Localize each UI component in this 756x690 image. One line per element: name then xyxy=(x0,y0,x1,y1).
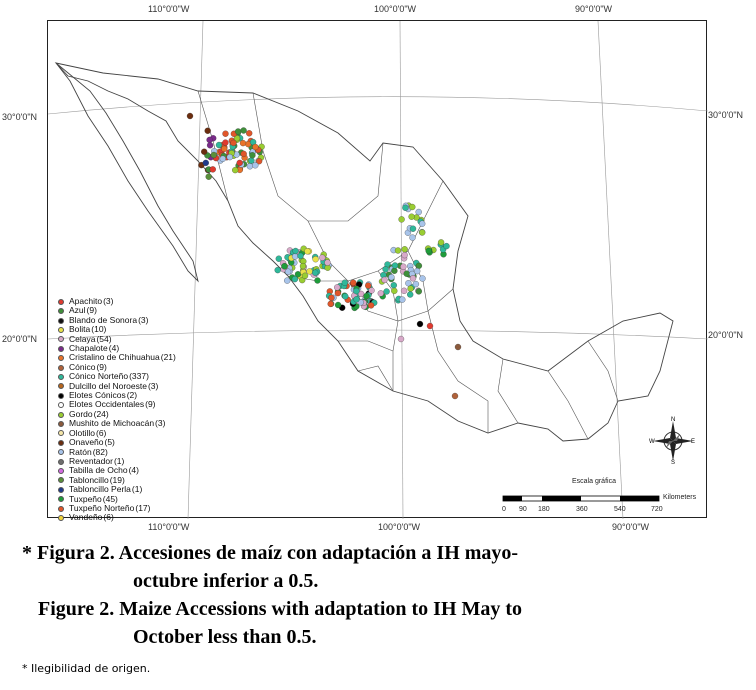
left-lat-label: 20°0'0"N xyxy=(2,334,38,344)
legend-swatch xyxy=(58,412,64,418)
accession-point xyxy=(275,267,281,273)
compass-w: W xyxy=(649,439,655,445)
accession-point xyxy=(350,280,356,286)
accession-point xyxy=(249,152,255,158)
legend-item xyxy=(58,513,176,522)
legend-label: Gordo xyxy=(69,408,93,419)
legend-count: (1) xyxy=(113,455,125,466)
accession-point xyxy=(444,243,450,249)
accession-point xyxy=(409,204,415,210)
legend-count: (9) xyxy=(96,361,107,372)
footnote: * Ilegibilidad de origen. xyxy=(22,662,151,675)
legend-count: (82) xyxy=(92,446,108,457)
accession-point xyxy=(216,142,222,148)
compass-s: S xyxy=(671,460,676,466)
legend-label: Cónico xyxy=(69,361,96,372)
legend-swatch xyxy=(58,355,64,361)
bottom-lon-label: 90°0'0"W xyxy=(612,522,650,532)
legend-label: Elotes Cónicos xyxy=(69,390,126,401)
legend-count: (4) xyxy=(128,465,139,476)
legend-count: (2) xyxy=(126,390,138,401)
legend-swatch xyxy=(58,459,64,465)
accession-point xyxy=(410,226,416,232)
accession-point xyxy=(378,290,384,296)
accession-point xyxy=(414,268,420,274)
accession-point xyxy=(400,264,406,270)
accession-point xyxy=(391,282,397,288)
legend-label: Tuxpeño xyxy=(69,493,102,504)
legend-count: (337) xyxy=(129,371,149,382)
legend-label: Onaveño xyxy=(69,437,104,448)
graticule-line xyxy=(598,21,623,519)
accession-point xyxy=(419,221,425,227)
legend-label: Chapalote xyxy=(69,343,108,354)
accession-point xyxy=(292,254,298,260)
accession-point xyxy=(292,276,298,282)
accession-point xyxy=(315,278,321,284)
graticule-line xyxy=(48,97,708,114)
accession-point xyxy=(232,167,238,173)
map-legend xyxy=(58,297,176,523)
accession-point xyxy=(383,266,389,272)
accession-point xyxy=(410,275,416,281)
scale-tick: 720 xyxy=(651,506,663,513)
accession-point xyxy=(413,281,419,287)
accession-point xyxy=(248,158,254,164)
accession-point xyxy=(391,288,397,294)
legend-label: Apachito xyxy=(69,296,103,306)
accession-point xyxy=(416,263,422,269)
legend-label: Tabloncillo xyxy=(69,474,109,485)
top-lon-label: 110°0'0"W xyxy=(148,4,190,14)
bottom-lon-label: 110°0'0"W xyxy=(148,522,190,532)
accession-point xyxy=(328,301,334,307)
accession-point xyxy=(252,162,258,168)
accession-point xyxy=(334,284,340,290)
legend-count: (19) xyxy=(109,474,125,485)
legend-count: (1) xyxy=(131,484,143,495)
accession-point xyxy=(402,205,408,211)
caption-en-line2: October less than 0.5. xyxy=(133,626,317,648)
accession-point xyxy=(210,166,216,172)
legend-label: Ratón xyxy=(69,446,92,457)
legend-count: (4) xyxy=(108,343,120,354)
accession-point xyxy=(281,263,287,269)
legend-label: Blando de Sonora xyxy=(69,314,138,325)
right-lat-label: 30°0'0"N xyxy=(708,110,744,120)
accession-point xyxy=(368,302,374,308)
accession-point xyxy=(391,268,397,274)
accession-point xyxy=(302,273,308,279)
accession-point xyxy=(246,130,252,136)
accession-point xyxy=(364,293,370,299)
accession-point xyxy=(203,160,209,166)
legend-label: Tabloncillo Perla xyxy=(69,484,131,495)
legend-count: (24) xyxy=(93,408,109,419)
accession-point xyxy=(416,209,422,215)
accession-point xyxy=(221,146,227,152)
scale-tick: 0 xyxy=(502,506,506,513)
accession-point xyxy=(419,230,425,236)
accession-point xyxy=(211,152,217,158)
legend-label: Bolita xyxy=(69,324,91,335)
legend-swatch xyxy=(58,515,64,521)
scale-unit: Kilometers xyxy=(663,494,697,501)
accession-point xyxy=(401,288,407,294)
accession-point xyxy=(223,131,229,137)
accession-point xyxy=(222,140,228,146)
accession-point xyxy=(399,297,405,303)
legend-swatch xyxy=(58,449,64,455)
accession-point xyxy=(247,163,253,169)
accession-point xyxy=(284,278,290,284)
legend-swatch xyxy=(58,346,64,352)
accession-point xyxy=(417,321,423,327)
accession-point xyxy=(455,344,461,350)
legend-swatch xyxy=(58,318,64,324)
accession-point xyxy=(207,142,213,148)
legend-swatch xyxy=(58,393,64,399)
legend-count: (5) xyxy=(104,437,115,448)
legend-swatch xyxy=(58,308,64,314)
legend-swatch xyxy=(58,430,64,436)
accession-point xyxy=(392,263,398,269)
scale-bar xyxy=(503,495,659,503)
accession-point xyxy=(220,156,226,162)
legend-label: Tabilla de Ocho xyxy=(69,465,128,476)
scale-tick: 90 xyxy=(519,506,527,513)
left-lat-label: 30°0'0"N xyxy=(2,112,38,122)
accession-point xyxy=(426,248,432,254)
legend-label: Cristalino de Chihuahua xyxy=(69,352,160,363)
accession-point xyxy=(241,151,247,157)
legend-label: Mushito de Michoacán xyxy=(69,418,155,429)
accession-points xyxy=(187,113,461,399)
compass-n: N xyxy=(671,417,676,423)
legend-swatch xyxy=(58,327,64,333)
accession-point xyxy=(227,154,233,160)
legend-swatch xyxy=(58,402,64,408)
accession-point xyxy=(335,302,341,308)
legend-swatch xyxy=(58,496,64,502)
accession-point xyxy=(365,283,371,289)
accession-point xyxy=(416,288,422,294)
accession-point xyxy=(241,128,247,134)
legend-label: Azul xyxy=(69,305,86,316)
accession-point xyxy=(313,256,319,262)
legend-swatch xyxy=(58,487,64,493)
accession-point xyxy=(354,296,360,302)
accession-point xyxy=(319,255,325,261)
legend-swatch xyxy=(58,365,64,371)
accession-point xyxy=(353,288,359,294)
accession-point xyxy=(388,274,394,280)
legend-count: (6) xyxy=(103,512,114,523)
accession-point xyxy=(399,216,405,222)
caption-en-line1: Figure 2. Maize Accessions with adaptation to IH May to xyxy=(38,598,523,620)
accession-point xyxy=(231,140,237,146)
legend-label: Vandeño xyxy=(69,512,103,523)
scale-tick: 180 xyxy=(538,506,550,513)
accession-point xyxy=(187,113,193,119)
legend-swatch xyxy=(58,477,64,483)
accession-point xyxy=(201,149,207,155)
legend-count: (9) xyxy=(145,399,156,410)
accession-point xyxy=(205,128,211,134)
accession-point xyxy=(438,239,444,245)
accession-point xyxy=(410,235,416,241)
compass-e: E xyxy=(691,439,696,445)
legend-swatch xyxy=(58,421,64,427)
accession-point xyxy=(285,269,291,275)
legend-label: Elotes Occidentales xyxy=(69,399,145,410)
accession-point xyxy=(420,276,426,282)
accession-point xyxy=(409,214,415,220)
legend-count: (6) xyxy=(95,427,107,438)
legend-swatch xyxy=(58,374,64,380)
accession-point xyxy=(293,248,299,254)
legend-label: Celaya xyxy=(69,333,96,344)
accession-point xyxy=(342,293,348,299)
accession-point xyxy=(342,280,348,286)
accession-point xyxy=(402,246,408,252)
accession-point xyxy=(427,323,433,329)
accession-point xyxy=(252,144,258,150)
legend-swatch xyxy=(58,336,64,342)
legend-count: (3) xyxy=(155,418,166,429)
bottom-lon-label: 100°0'0"W xyxy=(378,522,421,532)
scale-tick: 360 xyxy=(576,506,588,513)
legend-count: (45) xyxy=(102,493,118,504)
legend-swatch xyxy=(58,468,64,474)
legend-count: (17) xyxy=(135,502,151,513)
legend-label: Dulcillo del Noroeste xyxy=(69,380,147,391)
accession-point xyxy=(312,270,318,276)
accession-point xyxy=(300,263,306,269)
legend-label: Olotillo xyxy=(69,427,95,438)
accession-point xyxy=(335,290,341,296)
accession-point xyxy=(408,286,414,292)
accession-point xyxy=(398,336,404,342)
accession-point xyxy=(404,271,410,277)
legend-count: (3) xyxy=(138,314,149,325)
right-lat-label: 20°0'0"N xyxy=(708,330,744,340)
top-lon-label: 100°0'0"W xyxy=(374,4,417,14)
legend-label: Reventador xyxy=(69,455,113,466)
legend-count: (21) xyxy=(160,352,176,363)
accession-point xyxy=(235,129,241,135)
accession-point xyxy=(452,393,458,399)
accession-point xyxy=(325,260,331,266)
accession-point xyxy=(298,253,304,259)
legend-count: (3) xyxy=(147,380,159,391)
caption-es-line1: * Figura 2. Accesiones de maíz con adaptación a IH mayo- xyxy=(22,542,519,564)
legend-count: (10) xyxy=(91,324,107,335)
accession-point xyxy=(395,248,401,254)
legend-count: (54) xyxy=(96,333,112,344)
accession-point xyxy=(304,248,310,254)
accession-point xyxy=(240,140,246,146)
accession-point xyxy=(328,295,334,301)
accession-point xyxy=(237,160,243,166)
accession-point xyxy=(384,289,390,295)
caption-es-line2: octubre inferior a 0.5. xyxy=(133,570,319,592)
accession-point xyxy=(407,292,413,298)
legend-swatch xyxy=(58,299,64,305)
baja-california xyxy=(56,63,198,281)
top-lon-label: 90°0'0"W xyxy=(575,4,613,14)
accession-point xyxy=(276,256,282,262)
legend-swatch xyxy=(58,506,64,512)
legend-swatch xyxy=(58,440,64,446)
legend-swatch xyxy=(58,383,64,389)
accession-point xyxy=(206,174,212,180)
legend-label: Cónico Norteño xyxy=(69,371,129,382)
legend-count: (9) xyxy=(86,305,97,316)
accession-point xyxy=(382,277,388,283)
compass-rose-icon xyxy=(650,418,696,464)
accession-point xyxy=(405,280,411,286)
accession-point xyxy=(307,268,313,274)
scale-tick: 540 xyxy=(614,506,626,513)
accession-point xyxy=(402,252,408,258)
legend-count: (3) xyxy=(103,296,114,306)
scale-title: Escala gráfica xyxy=(572,478,616,485)
accession-point xyxy=(207,137,213,143)
legend-label: Tuxpeño Norteño xyxy=(69,502,135,513)
